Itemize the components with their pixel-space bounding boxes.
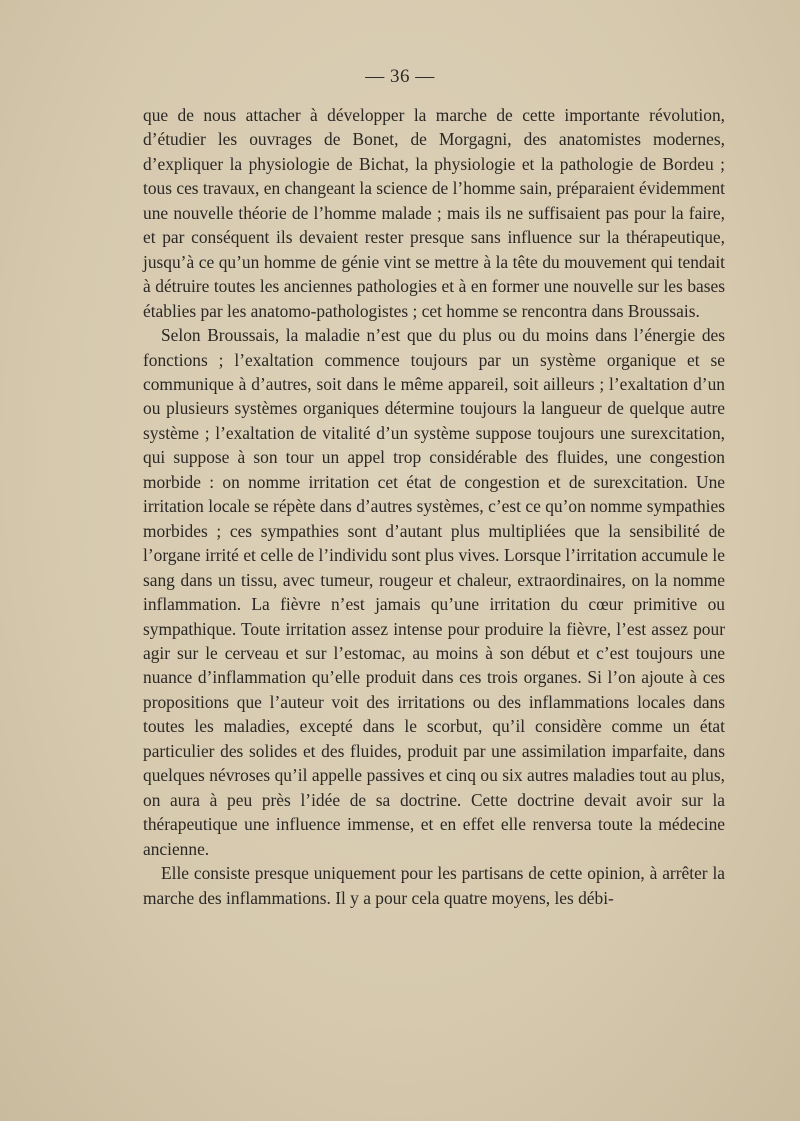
page-number: — 36 — [365,66,435,87]
paragraph-2: Selon Broussais, la maladie n’est que du plus ou du moins dans l’énergie des fonctions ; l’exaltation commence toujours par un système organique et se communique à d’autres, soit dans le même appareil, soit ailleurs ; l’exaltation d’un ou plusieurs systèmes organiques détermine toujours la langueur de quelque autre système ; l’exaltation de vitalité d’un système suppose toujours une surexcitation, qui suppose à son tour un appel trop considérable des fluides, une congestion morbide : on nomme irritation cet état de congestion et de surexcitation. Une irritation locale se répète dans d’autres systèmes, c’est ce qu’on nomme sympathies morbides ; ces sympathies sont d’autant plus multipliées que la sensibilité de l’organe irrité et celle de l’individu sont plus vives. Lorsque l’irritation accumule le sang dans un tissu, avec tumeur, rougeur et chaleur, extraordinaires, on la nomme inflammation. La fièvre n’est jamais qu’une irritation du cœur primitive ou sympathique. Toute irritation assez intense pour produire la fièvre, l’est assez pour agir sur le cerveau et sur l’estomac, au moins à son début et c’est toujours une nuance d’inflammation qu’elle produit dans ces trois organes. Si l’on ajoute à ces propositions que l’auteur voit des irritations ou des inflammations locales dans toutes les maladies, excepté dans le scorbut, qu’il considère comme un état particulier des solides et des fluides, produit par une assimilation imparfaite, dans quelques névroses qu’il appelle passives et cinq ou six autres maladies tout au plus, on aura à peu près l’idée de sa doctrine. Cette doctrine devait avoir sur la thérapeutique une influence immense, et en effet elle renversa toute la médecine ancienne. [143,325,725,859]
paragraph-1: que de nous attacher à développer la marche de cette importante révolution, d’étudier les ouvrages de Bonet, de Morgagni, des anatomistes modernes, d’expliquer la physiologie de Bichat, la physiologie et la pathologie de Bordeu ; tous ces travaux, en changeant la science de l’homme sain, préparaient évidemment une nouvelle théorie de l’homme malade ; mais ils ne suffisaient pas pour la faire, et par conséquent ils devaient rester presque sans influence sur la thérapeutique, jusqu’à ce qu’un homme de génie vint se mettre à la tête du mouvement qui tendait à détruire toutes les anciennes pathologies et à en former une nouvelle sur les bases établies par les anatomo-pathologistes ; cet homme se rencontra dans Broussais. [143,105,725,321]
body-text [143,103,725,910]
paragraph-3: Elle consiste presque uniquement pour les partisans de cette opinion, à arrêter la marche des inflammations. Il y a pour cela quatre moyens, les débi- [143,863,725,908]
